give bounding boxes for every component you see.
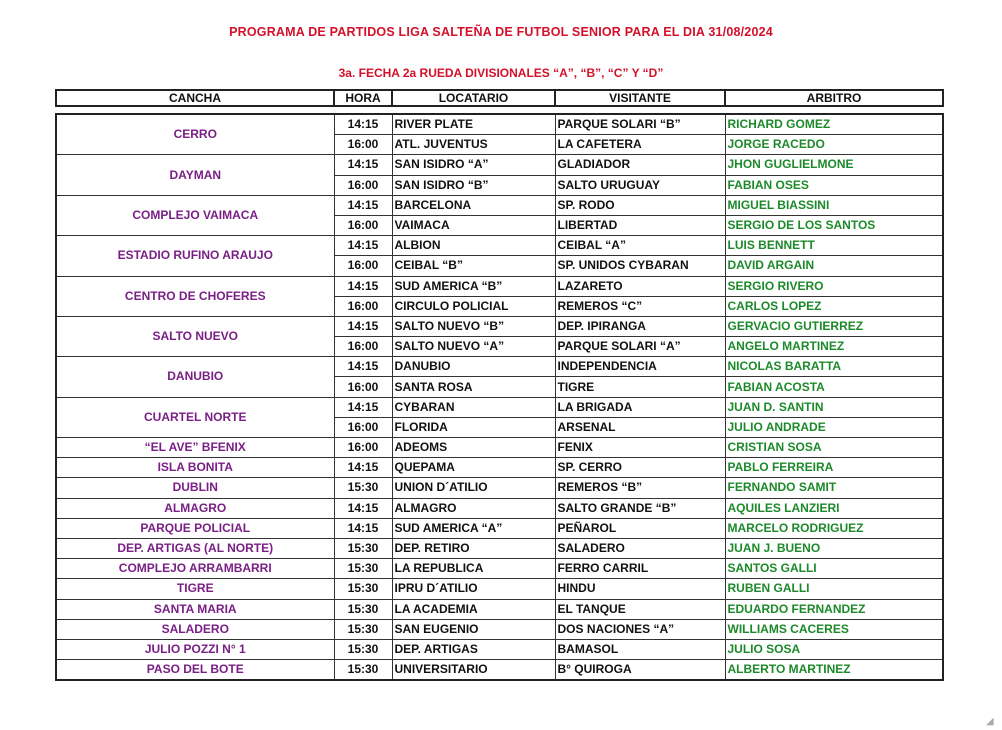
arbitro-cell: GERVACIO GUTIERREZ xyxy=(725,316,943,336)
visitante-cell: INDEPENDENCIA xyxy=(555,357,725,377)
locatario-cell: RIVER PLATE xyxy=(392,114,555,135)
table-row xyxy=(56,236,943,256)
visitante-cell: REMEROS “C” xyxy=(555,296,725,316)
arbitro-cell: JHON GUGLIELMONE xyxy=(725,155,943,175)
cancha-cell: COMPLEJO VAIMACA xyxy=(56,195,334,235)
visitante-cell: SP. RODO xyxy=(555,195,725,215)
locatario-cell: VAIMACA xyxy=(392,215,555,235)
visitante-cell: DOS NACIONES “A” xyxy=(555,619,725,639)
visitante-cell: CEIBAL “A” xyxy=(555,236,725,256)
locatario-cell: CEIBAL “B” xyxy=(392,256,555,276)
hora-cell: 15:30 xyxy=(334,478,392,498)
table-row xyxy=(56,155,943,175)
locatario-cell: UNION D´ATILIO xyxy=(392,478,555,498)
locatario-cell: LA REPUBLICA xyxy=(392,559,555,579)
arbitro-cell: WILLIAMS CACERES xyxy=(725,619,943,639)
table-row xyxy=(56,579,943,599)
visitante-cell: PEÑAROL xyxy=(555,518,725,538)
locatario-cell: SALTO NUEVO “B” xyxy=(392,316,555,336)
visitante-cell: SP. UNIDOS CYBARAN xyxy=(555,256,725,276)
cancha-cell: PARQUE POLICIAL xyxy=(56,518,334,538)
table-row xyxy=(56,276,943,296)
visitante-cell: SALTO URUGUAY xyxy=(555,175,725,195)
cancha-cell: DANUBIO xyxy=(56,357,334,397)
visitante-cell: ARSENAL xyxy=(555,417,725,437)
visitante-cell: BAMASOL xyxy=(555,639,725,659)
hora-cell: 14:15 xyxy=(334,114,392,135)
arbitro-cell: ALBERTO MARTINEZ xyxy=(725,660,943,681)
table-row xyxy=(56,458,943,478)
hora-cell: 16:00 xyxy=(334,417,392,437)
arbitro-cell: JULIO ANDRADE xyxy=(725,417,943,437)
hora-cell: 15:30 xyxy=(334,579,392,599)
locatario-cell: UNIVERSITARIO xyxy=(392,660,555,681)
schedule-table xyxy=(55,113,944,681)
cancha-cell: JULIO POZZI N° 1 xyxy=(56,639,334,659)
hora-cell: 15:30 xyxy=(334,660,392,681)
cancha-cell: ESTADIO RUFINO ARAUJO xyxy=(56,236,334,276)
hora-cell: 16:00 xyxy=(334,337,392,357)
visitante-cell: LA BRIGADA xyxy=(555,397,725,417)
arbitro-cell: FABIAN OSES xyxy=(725,175,943,195)
visitante-cell: EL TANQUE xyxy=(555,599,725,619)
table-row xyxy=(56,316,943,336)
locatario-cell: SAN ISIDRO “B” xyxy=(392,175,555,195)
arbitro-cell: CRISTIAN SOSA xyxy=(725,438,943,458)
visitante-cell: PARQUE SOLARI “A” xyxy=(555,337,725,357)
hora-cell: 16:00 xyxy=(334,215,392,235)
locatario-cell: SALTO NUEVO “A” xyxy=(392,337,555,357)
locatario-cell: DEP. ARTIGAS xyxy=(392,639,555,659)
locatario-cell: QUEPAMA xyxy=(392,458,555,478)
locatario-cell: BARCELONA xyxy=(392,195,555,215)
arbitro-cell: ANGELO MARTINEZ xyxy=(725,337,943,357)
hora-cell: 14:15 xyxy=(334,357,392,377)
locatario-cell: ATL. JUVENTUS xyxy=(392,135,555,155)
arbitro-cell: SANTOS GALLI xyxy=(725,559,943,579)
hora-cell: 16:00 xyxy=(334,256,392,276)
arbitro-cell: JUAN J. BUENO xyxy=(725,538,943,558)
hora-cell: 16:00 xyxy=(334,438,392,458)
visitante-cell: SALADERO xyxy=(555,538,725,558)
header-visitante: VISITANTE xyxy=(555,90,725,106)
locatario-cell: SUD AMERICA “B” xyxy=(392,276,555,296)
arbitro-cell: RUBEN GALLI xyxy=(725,579,943,599)
hora-cell: 16:00 xyxy=(334,175,392,195)
hora-cell: 14:15 xyxy=(334,316,392,336)
table-row xyxy=(56,559,943,579)
arbitro-cell: MIGUEL BIASSINI xyxy=(725,195,943,215)
visitante-cell: HINDU xyxy=(555,579,725,599)
table-row xyxy=(56,498,943,518)
locatario-cell: DEP. RETIRO xyxy=(392,538,555,558)
arbitro-cell: RICHARD GOMEZ xyxy=(725,114,943,135)
header-hora: HORA xyxy=(334,90,392,106)
table-row xyxy=(56,357,943,377)
visitante-cell: LAZARETO xyxy=(555,276,725,296)
cancha-cell: PASO DEL BOTE xyxy=(56,660,334,681)
locatario-cell: DANUBIO xyxy=(392,357,555,377)
hora-cell: 14:15 xyxy=(334,155,392,175)
arbitro-cell: NICOLAS BARATTA xyxy=(725,357,943,377)
header-arbitro: ARBITRO xyxy=(725,90,943,106)
visitante-cell: GLADIADOR xyxy=(555,155,725,175)
hora-cell: 14:15 xyxy=(334,518,392,538)
header-cancha: CANCHA xyxy=(56,90,334,106)
visitante-cell: TIGRE xyxy=(555,377,725,397)
visitante-cell: SALTO GRANDE “B” xyxy=(555,498,725,518)
arbitro-cell: AQUILES LANZIERI xyxy=(725,498,943,518)
cancha-cell: ISLA BONITA xyxy=(56,458,334,478)
arbitro-cell: SERGIO DE LOS SANTOS xyxy=(725,215,943,235)
hora-cell: 15:30 xyxy=(334,599,392,619)
arbitro-cell: JUAN D. SANTIN xyxy=(725,397,943,417)
locatario-cell: SAN ISIDRO “A” xyxy=(392,155,555,175)
table-row xyxy=(56,114,943,135)
hora-cell: 14:15 xyxy=(334,195,392,215)
hora-cell: 14:15 xyxy=(334,498,392,518)
table-row xyxy=(56,619,943,639)
hora-cell: 15:30 xyxy=(334,619,392,639)
locatario-cell: CIRCULO POLICIAL xyxy=(392,296,555,316)
locatario-cell: LA ACADEMIA xyxy=(392,599,555,619)
locatario-cell: ALBION xyxy=(392,236,555,256)
cancha-cell: SALADERO xyxy=(56,619,334,639)
arbitro-cell: SERGIO RIVERO xyxy=(725,276,943,296)
table-row xyxy=(56,660,943,681)
visitante-cell: B° QUIROGA xyxy=(555,660,725,681)
arbitro-cell: DAVID ARGAIN xyxy=(725,256,943,276)
cancha-cell: CERRO xyxy=(56,114,334,155)
arbitro-cell: FERNANDO SAMIT xyxy=(725,478,943,498)
hora-cell: 16:00 xyxy=(334,377,392,397)
cancha-cell: “EL AVE” BFENIX xyxy=(56,438,334,458)
page-corner-icon: ◢ xyxy=(986,716,994,727)
cancha-cell: SALTO NUEVO xyxy=(56,316,334,356)
visitante-cell: FENIX xyxy=(555,438,725,458)
locatario-cell: ADEOMS xyxy=(392,438,555,458)
table-row xyxy=(56,195,943,215)
hora-cell: 14:15 xyxy=(334,458,392,478)
arbitro-cell: MARCELO RODRIGUEZ xyxy=(725,518,943,538)
locatario-cell: SUD AMERICA “A” xyxy=(392,518,555,538)
arbitro-cell: FABIAN ACOSTA xyxy=(725,377,943,397)
arbitro-cell: LUIS BENNETT xyxy=(725,236,943,256)
hora-cell: 16:00 xyxy=(334,135,392,155)
cancha-cell: DEP. ARTIGAS (AL NORTE) xyxy=(56,538,334,558)
locatario-cell: ALMAGRO xyxy=(392,498,555,518)
hora-cell: 15:30 xyxy=(334,559,392,579)
visitante-cell: LA CAFETERA xyxy=(555,135,725,155)
cancha-cell: TIGRE xyxy=(56,579,334,599)
cancha-cell: COMPLEJO ARRAMBARRI xyxy=(56,559,334,579)
cancha-cell: CUARTEL NORTE xyxy=(56,397,334,437)
schedule-header xyxy=(55,89,944,107)
visitante-cell: REMEROS “B” xyxy=(555,478,725,498)
page-title: PROGRAMA DE PARTIDOS LIGA SALTEÑA DE FUTBOL SENIOR PARA EL DIA 31/08/2024 xyxy=(229,25,773,39)
visitante-cell: PARQUE SOLARI “B” xyxy=(555,114,725,135)
cancha-cell: ALMAGRO xyxy=(56,498,334,518)
hora-cell: 15:30 xyxy=(334,639,392,659)
arbitro-cell: CARLOS LOPEZ xyxy=(725,296,943,316)
arbitro-cell: EDUARDO FERNANDEZ xyxy=(725,599,943,619)
arbitro-cell: JORGE RACEDO xyxy=(725,135,943,155)
locatario-cell: SANTA ROSA xyxy=(392,377,555,397)
cancha-cell: CENTRO DE CHOFERES xyxy=(56,276,334,316)
hora-cell: 14:15 xyxy=(334,397,392,417)
locatario-cell: SAN EUGENIO xyxy=(392,619,555,639)
table-row xyxy=(56,639,943,659)
locatario-cell: CYBARAN xyxy=(392,397,555,417)
hora-cell: 16:00 xyxy=(334,296,392,316)
arbitro-cell: JULIO SOSA xyxy=(725,639,943,659)
visitante-cell: FERRO CARRIL xyxy=(555,559,725,579)
locatario-cell: FLORIDA xyxy=(392,417,555,437)
cancha-cell: SANTA MARIA xyxy=(56,599,334,619)
page-subtitle: 3a. FECHA 2a RUEDA DIVISIONALES “A”, “B”, “C” Y “D” xyxy=(338,66,664,80)
hora-cell: 14:15 xyxy=(334,276,392,296)
table-row xyxy=(56,438,943,458)
cancha-cell: DAYMAN xyxy=(56,155,334,195)
table-row xyxy=(56,599,943,619)
table-row xyxy=(56,478,943,498)
arbitro-cell: PABLO FERREIRA xyxy=(725,458,943,478)
visitante-cell: SP. CERRO xyxy=(555,458,725,478)
table-row xyxy=(56,538,943,558)
hora-cell: 15:30 xyxy=(334,538,392,558)
hora-cell: 14:15 xyxy=(334,236,392,256)
table-row xyxy=(56,397,943,417)
visitante-cell: LIBERTAD xyxy=(555,215,725,235)
header-locatario: LOCATARIO xyxy=(392,90,555,106)
visitante-cell: DEP. IPIRANGA xyxy=(555,316,725,336)
cancha-cell: DUBLIN xyxy=(56,478,334,498)
table-row xyxy=(56,518,943,538)
locatario-cell: IPRU D´ATILIO xyxy=(392,579,555,599)
